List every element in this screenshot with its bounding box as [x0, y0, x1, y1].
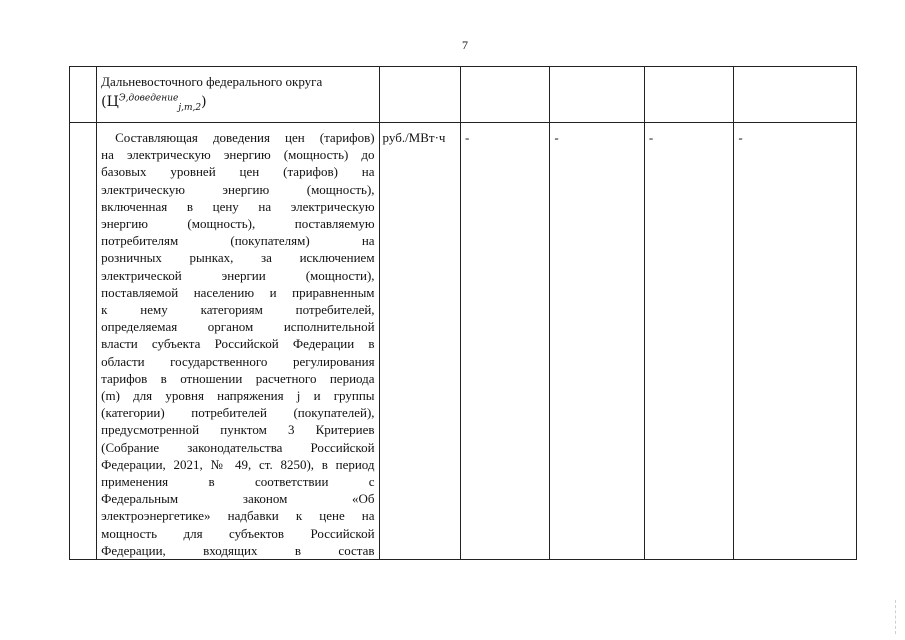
value-dash: - — [738, 130, 743, 145]
table-cell-value — [550, 67, 644, 123]
price-formula: $(Ц^{Э,доведение}_{j,m,2})$ — [101, 93, 207, 113]
table-cell-description — [97, 123, 379, 560]
value-dash: - — [554, 130, 559, 145]
tariff-table — [69, 66, 857, 560]
description-text: Составляющая доведения цен (тарифов) на электрическую энергию (мощность) до базовых уровней цен (тарифов) на электрическую энергию (мощность), включенная в цену на электрическую энергию (мощность), поставляемую потребителям (покупателям) на розничных рынках, за исключением электрической энергии (мощности), поставляемой населению и приравненным к нему категориям потребителей, определяемая органом исполнительной власти субъекта Российской Федерации в области государственного регулирования тарифов в отношении расчетного периода (m) для уровня напряжения j и группы (категории) потребителей (покупателей), предусмотренной пунктом 3 Критериев (Собрание законодательства Российской Федерации, 2021, № 49, ст. 8250), в период применения в соответствии с Федеральным законом «Об электроэнергетике» надбавки к цене на мощность для субъектов Российской Федерации, входящих в состав — [101, 130, 375, 558]
value-dash: - — [648, 130, 654, 145]
table-cell-value — [644, 123, 733, 560]
table-cell-unit — [379, 67, 460, 123]
continuation-text: Дальневосточного федерального округа — [101, 74, 323, 89]
table-cell-index — [70, 67, 97, 123]
table-cell-value — [460, 123, 549, 560]
table-cell-unit — [379, 123, 460, 560]
table-cell-value — [734, 67, 857, 123]
value-dash: - — [464, 130, 470, 145]
table-cell-index — [70, 123, 97, 560]
table-cell-description — [97, 67, 379, 123]
table-cell-value — [460, 67, 549, 123]
table-cell-value — [550, 123, 644, 560]
scan-edge-mark — [895, 600, 897, 634]
table-cell-value — [734, 123, 857, 560]
page-number: 7 — [462, 38, 468, 52]
table-cell-value — [644, 67, 733, 123]
unit-label: руб./МВт·ч — [382, 130, 446, 145]
table-row — [70, 123, 857, 560]
table-row — [70, 67, 857, 123]
